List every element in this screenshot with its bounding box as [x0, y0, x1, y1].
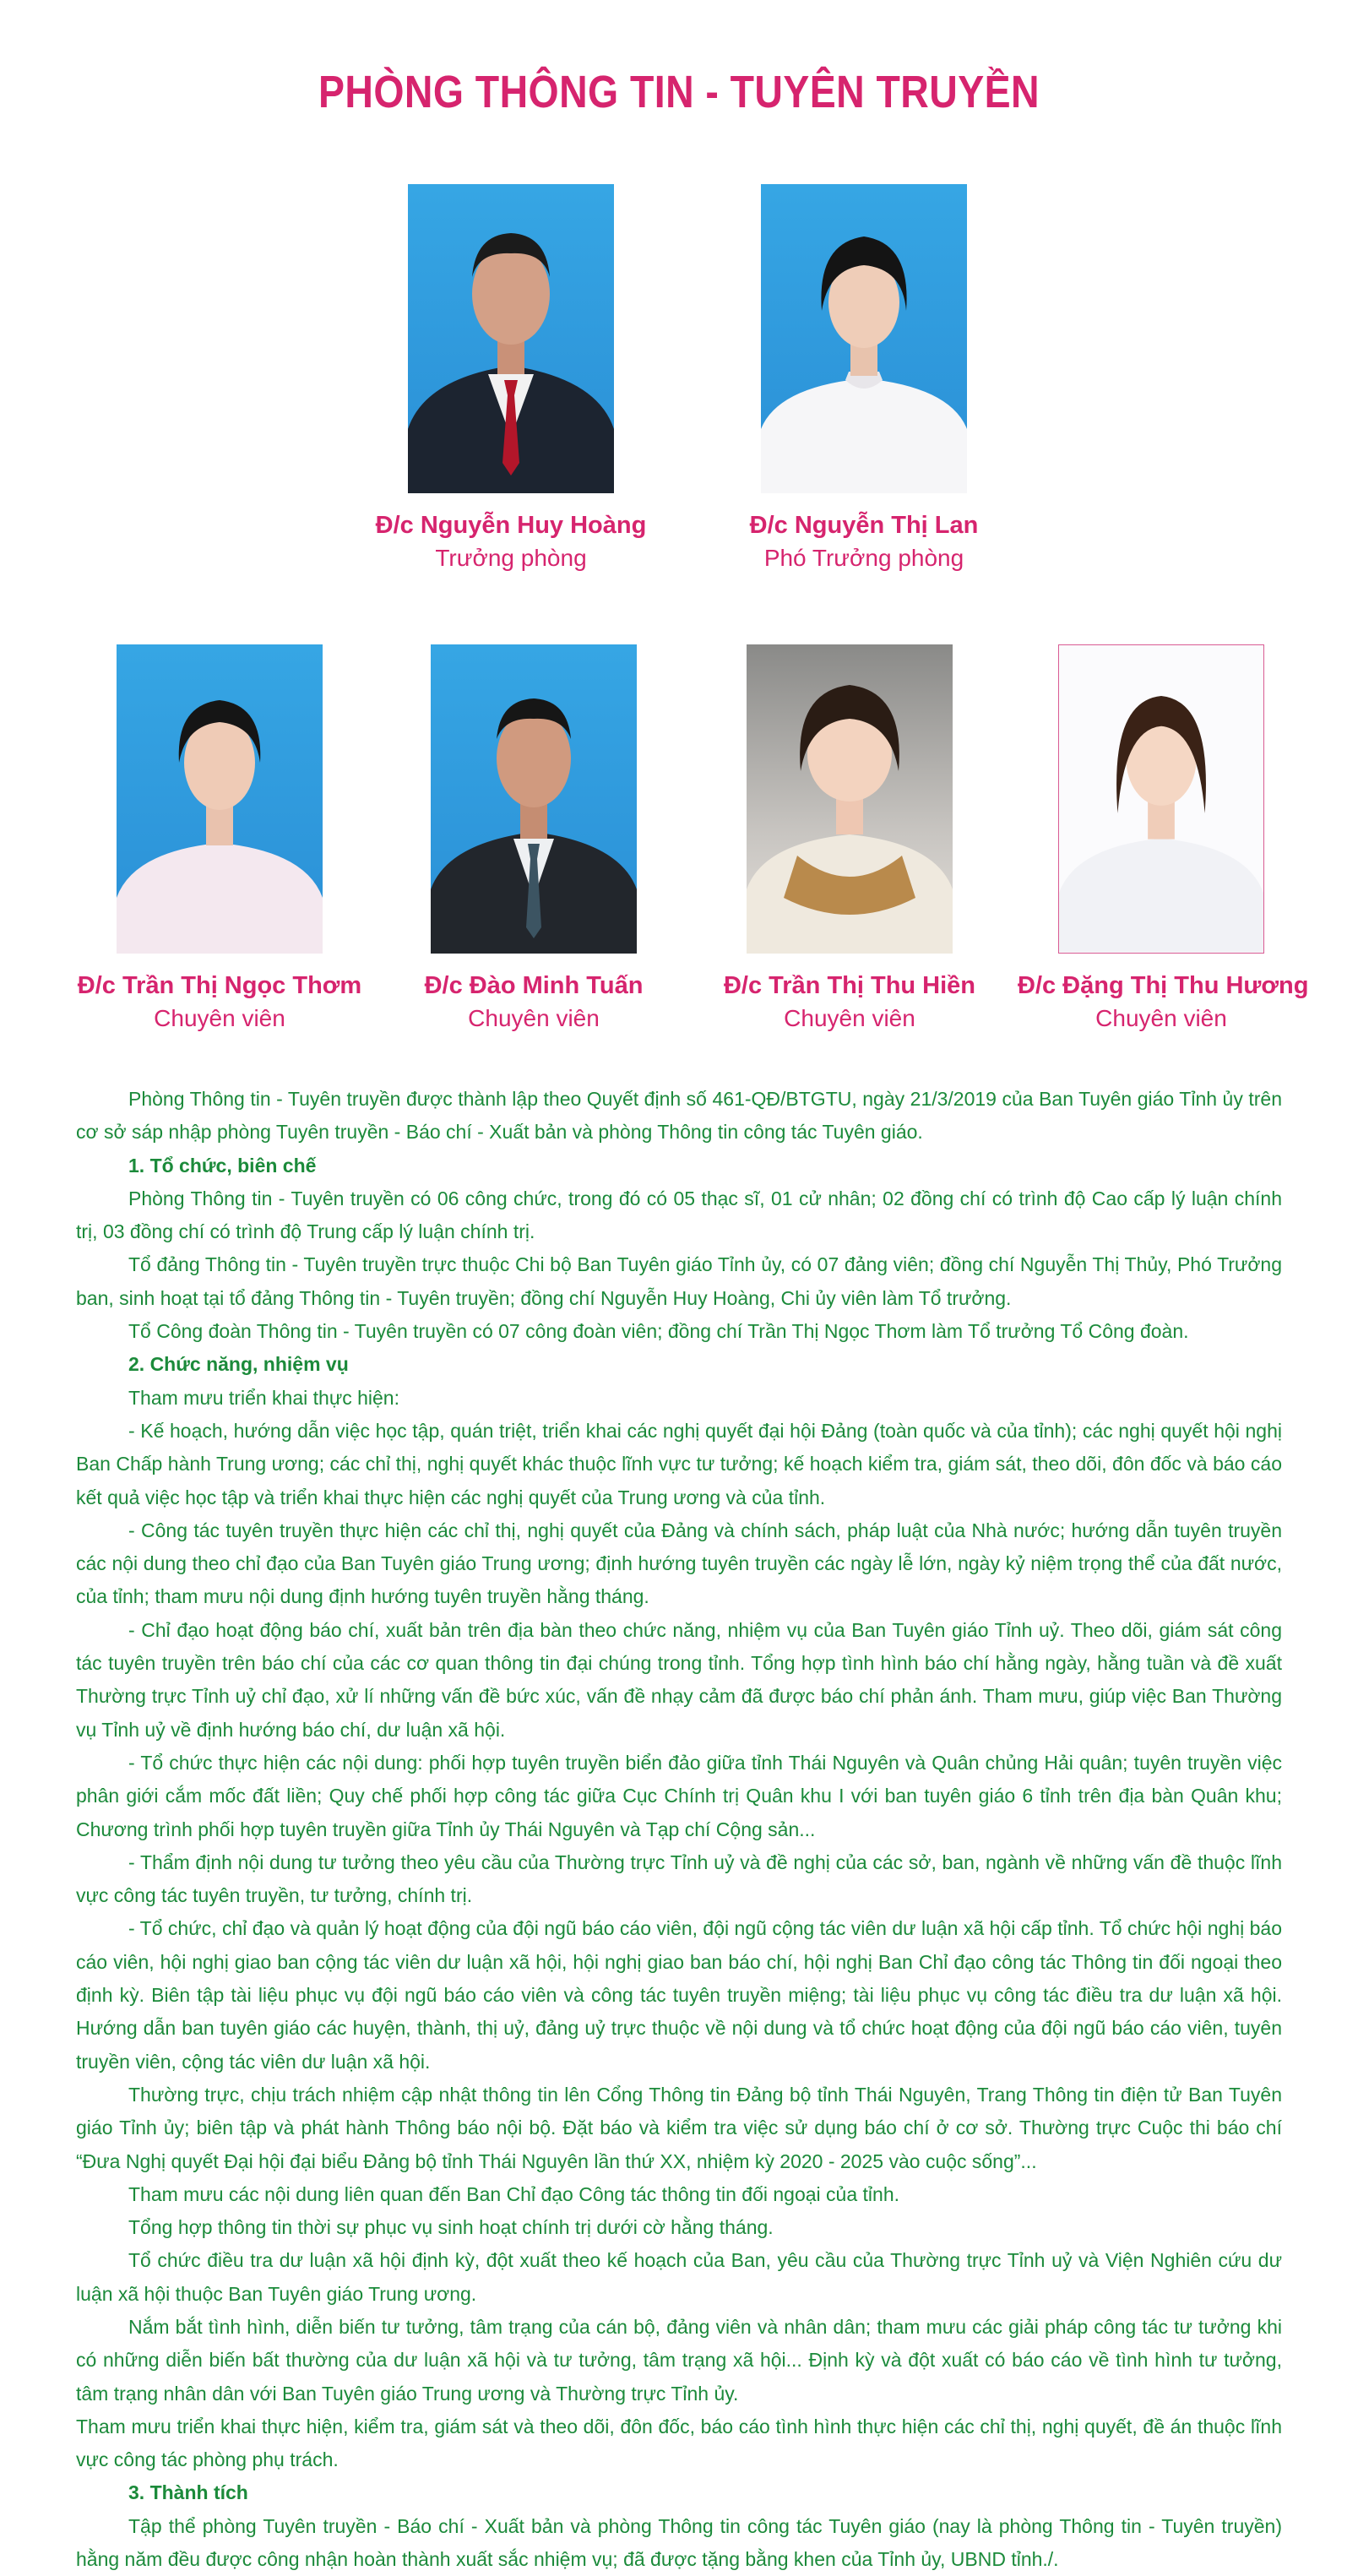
- paragraph: Tổ chức điều tra dư luận xã hội định kỳ, đột xuất theo kế hoạch của Ban, yêu cầu của Thường trực Tỉnh uỷ và Viện Nghiên cứu dư luận xã hội thuộc Ban Tuyên giáo Trung ương.: [76, 2249, 1282, 2305]
- section-heading: 2. Chức năng, nhiệm vụ: [128, 1353, 349, 1376]
- section-heading: 1. Tổ chức, biên chế: [128, 1154, 317, 1177]
- staff-name: Đ/c Đặng Thị Thu Hương: [1018, 972, 1309, 999]
- staff-role: Chuyên viên: [784, 1005, 915, 1031]
- person-icon: [747, 644, 953, 954]
- staff-role: Chuyên viên: [1095, 1005, 1227, 1031]
- staff-name: Đ/c Trần Thị Thu Hiền: [723, 972, 976, 999]
- leader-role: Phó Trưởng phòng: [763, 545, 964, 571]
- staff-role: Chuyên viên: [154, 1005, 285, 1031]
- person-icon: [761, 184, 967, 493]
- paragraph: - Công tác tuyên truyền thực hiện các chỉ thị, nghị quyết của Đảng và chính sách, pháp luật của Nhà nước; hướng dẫn tuyên truyền các nội dung theo chỉ đạo của Ban Tuyên giáo Trung ương; định hướng tuyên truyền các ngày lễ lớn, ngày kỷ niệm trọng thể của đất nước, của tỉnh; tham mưu nội dung định hướng tuyên truyền hằng tháng.: [76, 1519, 1282, 1608]
- leader-role: Trưởng phòng: [435, 545, 587, 571]
- paragraph: Tập thể phòng Tuyên truyền - Báo chí - Xuất bản và phòng Thông tin công tác Tuyên giáo (nay là phòng Thông tin - Tuyên truyền) hằng năm đều được công nhận hoàn thành xuất sắc nhiệm vụ; đã được tặng bằng khen của Tỉnh ủy, UBND tỉnh./.: [76, 2514, 1282, 2571]
- page-title: PHÒNG THÔNG TIN - TUYÊN TRUYỀN: [318, 67, 1040, 117]
- paragraph: Tổ Công đoàn Thông tin - Tuyên truyền có 07 công đoàn viên; đồng chí Trần Thị Ngọc Thơm làm Tổ trưởng Tổ Công đoàn.: [128, 1320, 1189, 1343]
- staff-name: Đ/c Đào Minh Tuấn: [424, 972, 644, 999]
- paragraph: - Tổ chức thực hiện các nội dung: phối hợp tuyên truyền biển đảo giữa tỉnh Thái Nguyên và Quân chủng Hải quân; tuyên truyền việc phân giới cắm mốc đất liền; Quy chế phối hợp công tác giữa Cục Chính trị Quân khu I với ban tuyên giáo 6 tỉnh trên địa bàn Quân khu; Chương trình phối hợp tuyên truyền giữa Tỉnh ủy Thái Nguyên và Tạp chí Cộng sản...: [76, 1751, 1282, 1840]
- portrait-photo: [747, 644, 953, 954]
- paragraph: Phòng Thông tin - Tuyên truyền có 06 công chức, trong đó có 05 thạc sĩ, 01 cử nhân; 02 đồng chí có trình độ Cao cấp lý luận chính trị, 03 đồng chí có trình độ Trung cấp lý luận chính trị.: [76, 1187, 1282, 1243]
- leader-name: Đ/c Nguyễn Thị Lan: [749, 512, 979, 539]
- portrait-photo: [431, 644, 637, 954]
- section-heading: 3. Thành tích: [128, 2481, 248, 2504]
- portrait-photo: [117, 644, 323, 954]
- paragraph: - Tổ chức, chỉ đạo và quản lý hoạt động của đội ngũ báo cáo viên, đội ngũ cộng tác viên dư luận xã hội cấp tỉnh. Tổ chức hội nghị báo cáo viên, hội nghị giao ban cộng tác viên dư luận xã hội, hội nghị giao ban báo chí, hội nghị Ban Chỉ đạo công tác Thông tin đối ngoại theo định kỳ. Biên tập tài liệu phục vụ đội ngũ báo cáo viên và công tác tuyên truyền miệng; tài liệu phục vụ công tác điều tra dư luận xã hội. Hướng dẫn ban tuyên giáo các huyện, thành, thị uỷ, đảng uỷ trực thuộc về nội dung và tổ chức hoạt động của đội ngũ báo cáo viên, tuyên truyền viên, cộng tác viên dư luận xã hội.: [76, 1917, 1282, 2073]
- person-icon: [1059, 645, 1263, 953]
- portrait-photo: [761, 184, 967, 493]
- leader-name: Đ/c Nguyễn Huy Hoàng: [375, 512, 647, 539]
- paragraph: Tham mưu triển khai thực hiện, kiểm tra, giám sát và theo dõi, đôn đốc, báo cáo tình hình thực hiện các chỉ thị, nghị quyết, đề án thuộc lĩnh vực công tác phòng phụ trách.: [76, 2415, 1282, 2471]
- paragraph: Phòng Thông tin - Tuyên truyền được thành lập theo Quyết định số 461-QĐ/BTGTU, ngày 21/3/2019 của Ban Tuyên giáo Tỉnh ủy trên cơ sở sáp nhập phòng Tuyên truyền - Báo chí - Xuất bản và phòng Thông tin công tác Tuyên giáo.: [76, 1088, 1282, 1144]
- paragraph: Tổ đảng Thông tin - Tuyên truyền trực thuộc Chi bộ Ban Tuyên giáo Tỉnh ủy, có 07 đảng viên; đồng chí Nguyễn Thị Thủy, Phó Trưởng ban, sinh hoạt tại tổ đảng Thông tin - Tuyên truyền; đồng chí Nguyễn Huy Hoàng, Chi ủy viên làm Tổ trưởng.: [76, 1253, 1282, 1309]
- paragraph: Tham mưu các nội dung liên quan đến Ban Chỉ đạo Công tác thông tin đối ngoại của tỉnh.: [128, 2182, 900, 2205]
- staff-card-2: [390, 644, 677, 1032]
- person-icon: [431, 644, 637, 954]
- staff-card-3: [706, 644, 993, 1032]
- paragraph: - Thẩm định nội dung tư tưởng theo yêu cầu của Thường trực Tỉnh uỷ và đề nghị của các sở, ban, ngành về những vấn đề thuộc lĩnh vực công tác tuyên truyền, tư tưởng, chính trị.: [76, 1850, 1282, 1907]
- staff-name: Đ/c Trần Thị Ngọc Thơm: [77, 972, 362, 999]
- leader-card-2: [725, 184, 1003, 572]
- paragraph: Thường trực, chịu trách nhiệm cập nhật thông tin lên Cổng Thông tin Đảng bộ tỉnh Thái Nguyên, Trang Thông tin điện tử Ban Tuyên giáo Tỉnh ủy; biên tập và phát hành Thông báo nội bộ. Đặt báo và kiểm tra việc sử dụng báo chí ở cơ sở. Thường trực Cuộc thi báo chí “Đưa Nghị quyết Đại hội đại biểu Đảng bộ tỉnh Thái Nguyên lần thứ XX, nhiệm kỳ 2020 - 2025 vào cuộc sống”...: [76, 2083, 1282, 2172]
- person-icon: [408, 184, 614, 493]
- portrait-photo: [1058, 644, 1264, 954]
- person-icon: [117, 644, 323, 954]
- paragraph: Tham mưu triển khai thực hiện:: [128, 1386, 399, 1409]
- paragraph: Nắm bắt tình hình, diễn biến tư tưởng, tâm trạng của cán bộ, đảng viên và nhân dân; tham mưu các giải pháp công tác tư tưởng khi có những diễn biến bất thường của dư luận xã hội và tư tưởng, tâm trạng xã hội... Định kỳ và đột xuất có báo cáo về tình hình tư tưởng, tâm trạng nhân dân với Ban Tuyên giáo Trung ương và Thường trực Tỉnh ủy.: [76, 2315, 1282, 2405]
- paragraph: - Chỉ đạo hoạt động báo chí, xuất bản trên địa bàn theo chức năng, nhiệm vụ của Ban Tuyên giáo Tỉnh uỷ. Theo dõi, giám sát công tác tuyên truyền trên báo chí của các cơ quan thông tin đại chúng trong tỉnh. Tổng hợp tình hình báo chí hằng ngày, hằng tuần và đề xuất Thường trực Tỉnh uỷ chỉ đạo, xử lí những vấn đề bức xúc, vấn đề nhạy cảm đã được báo chí phản ánh. Tham mưu, giúp việc Ban Thường vụ Tỉnh uỷ về định hướng báo chí, dư luận xã hội.: [76, 1618, 1282, 1741]
- paragraph: Tổng hợp thông tin thời sự phục vụ sinh hoạt chính trị dưới cờ hằng tháng.: [128, 2216, 774, 2239]
- portrait-photo: [408, 184, 614, 493]
- staff-card-4: [1018, 644, 1309, 1032]
- staff-card-1: [76, 644, 363, 1032]
- staff-role: Chuyên viên: [468, 1005, 600, 1031]
- leader-card-1: [372, 184, 650, 572]
- description-text: [76, 1083, 1282, 2576]
- paragraph: - Kế hoạch, hướng dẫn việc học tập, quán triệt, triển khai các nghị quyết đại hội Đảng (toàn quốc và của tỉnh); các nghị quyết hội nghị Ban Chấp hành Trung ương; các chỉ thị, nghị quyết khác thuộc lĩnh vực tư tưởng; kế hoạch kiểm tra, giám sát, theo dõi, đôn đốc và báo cáo kết quả việc học tập và triển khai thực hiện các nghị quyết của Trung ương và của tỉnh.: [76, 1419, 1282, 1508]
